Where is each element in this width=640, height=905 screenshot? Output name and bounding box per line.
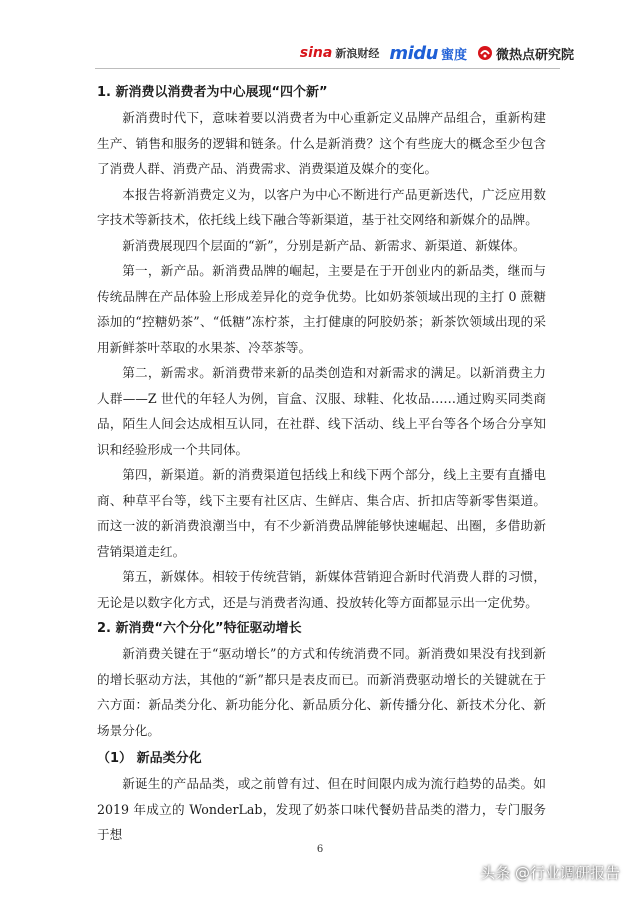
weire-institute-text: 微热点研究院	[495, 47, 574, 63]
paragraph: 第五，新媒体。相较于传统营销，新媒体营销迎合新时代消费人群的习惯，无论是以数字化方式，还是与消费者沟通、投放转化等方面都显示出一定优势。	[97, 569, 546, 610]
report-body	[97, 79, 546, 848]
paragraph: 新消费关键在于“驱动增长”的方式和传统消费不同。新消费如果没有找到新的增长驱动方法，其他的“新”都只是表皮而已。而新消费驱动增长的关键就在于六方面：新品类分化、新功能分化、新品质分化、新传播分化、新技术分化、新场景分化。	[97, 646, 546, 738]
sina-finance-text: 新浪财经	[335, 47, 380, 60]
midu-word: midu	[389, 42, 438, 64]
weire-logo-icon	[477, 45, 493, 61]
section-heading-1: 1. 新消费以消费者为中心展现“四个新”	[97, 85, 328, 100]
paragraph: 新诞生的产品品类，或之前曾有过、但在时间限内成为流行趋势的品类。如 2019 年成立的 WonderLab，发现了奶茶口味代餐奶昔品类的潜力，专门服务于想	[97, 776, 546, 842]
watermark: 头条 @行业调研报告	[480, 864, 620, 882]
paragraph: 第四，新渠道。新的消费渠道包括线上和线下两个部分，线上主要有直播电商、种草平台等，线下主要有社区店、生鲜店、集合店、折扣店等新零售渠道。而这一波的新消费浪潮当中，有不少新消费品牌能够快速崛起、出圈，多借助新营销渠道走红。	[97, 467, 546, 559]
page-number: 6	[316, 844, 324, 855]
midu-chinese: 蜜度	[440, 47, 467, 63]
paragraph: 新消费时代下，意味着要以消费者为中心重新定义品牌产品组合，重新构建生产、销售和服务的逻辑和链条。什么是新消费？这个有些庞大的概念至少包含了消费人群、消费产品、消费需求、消费渠道及媒介的变化。	[97, 110, 546, 176]
paragraph: 新消费展现四个层面的“新”，分别是新产品、新需求、新渠道、新媒体。	[122, 237, 526, 253]
report-header	[300, 40, 574, 66]
midu-logo	[389, 43, 467, 64]
subsection-heading: （1） 新品类分化	[97, 751, 202, 766]
sina-mark: sina	[299, 45, 333, 61]
paragraph: 第二，新需求。新消费带来新的品类创造和对新需求的满足。以新消费主力人群——Z 世代的年轻人为例，盲盒、汉服、球鞋、化妆品……通过购买同类商品，陌生人间会达成相互认同，在社群、线下活动、线上平台等各个场合分享知识和经验形成一个共同体。	[97, 365, 546, 457]
paragraph: 第一，新产品。新消费品牌的崛起，主要是在于开创业内的新品类，继而与传统品牌在产品体验上形成差异化的竞争优势。比如奶茶领域出现的主打 0 蔗糖添加的“控糖奶茶”、“低糖”冻柠茶，主打健康的阿胶奶茶；新茶饮领域出现的采用新鲜茶叶萃取的水果茶、冷萃茶等。	[97, 263, 546, 355]
paragraph: 本报告将新消费定义为，以客户为中心不断进行产品更新迭代，广泛应用数字技术等新技术，依托线上线下融合等新渠道，基于社交网络和新媒介的品牌。	[97, 186, 546, 227]
sina-finance-logo	[300, 45, 380, 61]
section-heading-2: 2. 新消费“六个分化”特征驱动增长	[97, 621, 302, 636]
header-divider	[95, 68, 560, 69]
weire-institute-logo	[477, 44, 574, 63]
